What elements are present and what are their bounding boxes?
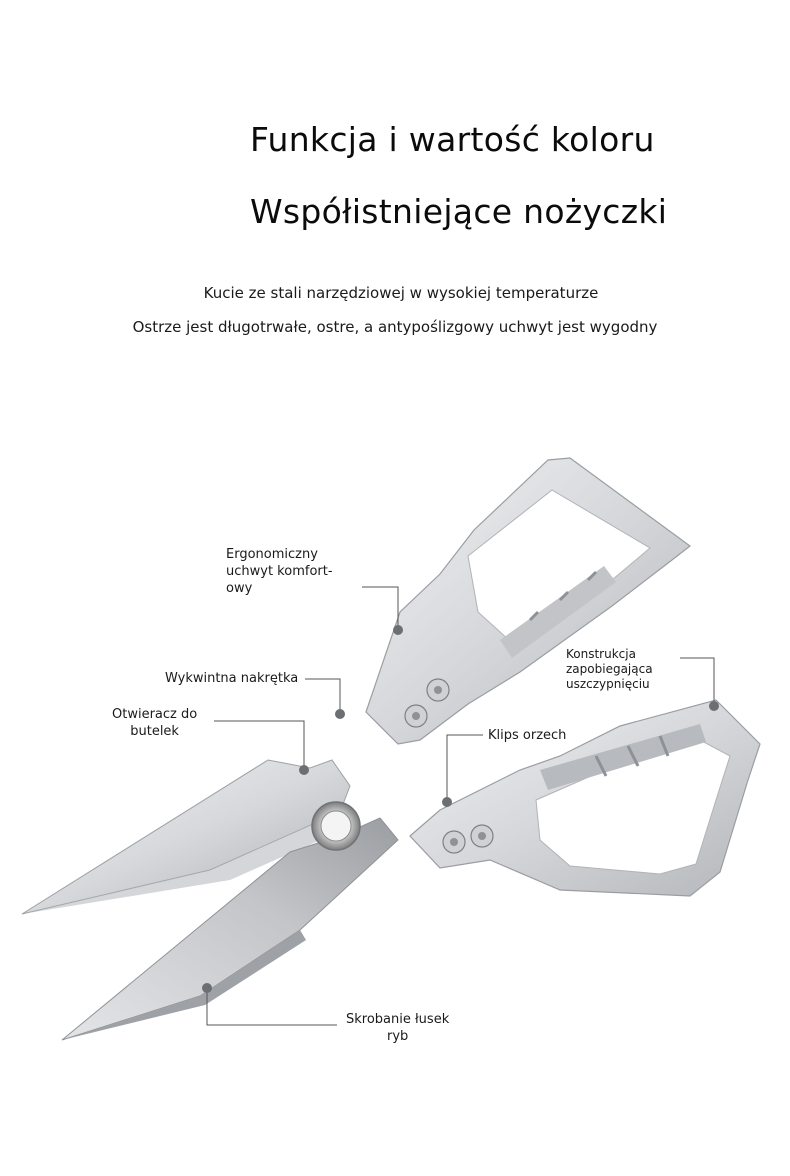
upper-handle — [366, 458, 690, 744]
description-line-2: Ostrze jest długotrwałe, ostre, a antypoślizgowy uchwyt jest wygodny — [132, 318, 658, 336]
callout-anti-pinch: Konstrukcja zapobiegająca uszczypnięciu — [566, 647, 653, 691]
callout-fish-scaling: Skrobanie łusek ryb — [346, 1012, 450, 1044]
pivot-nut — [312, 802, 360, 850]
callout-ergonomic-grip: Ergonomiczny uchwyt komfort- owy — [226, 547, 333, 596]
lower-handle — [410, 700, 760, 896]
callout-exquisite-nut: Wykwintna nakrętka — [165, 671, 299, 686]
callout-bottle-opener: Otwieracz do butelek — [112, 707, 198, 739]
callout-nut-clip: Klips orzech — [488, 728, 567, 743]
heading-line-1: Funkcja i wartość koloru — [250, 120, 655, 159]
description-line-1: Kucie ze stali narzędziowej w wysokiej temperaturze — [203, 284, 599, 302]
heading-line-2: Współistniejące nożyczki — [250, 192, 668, 231]
